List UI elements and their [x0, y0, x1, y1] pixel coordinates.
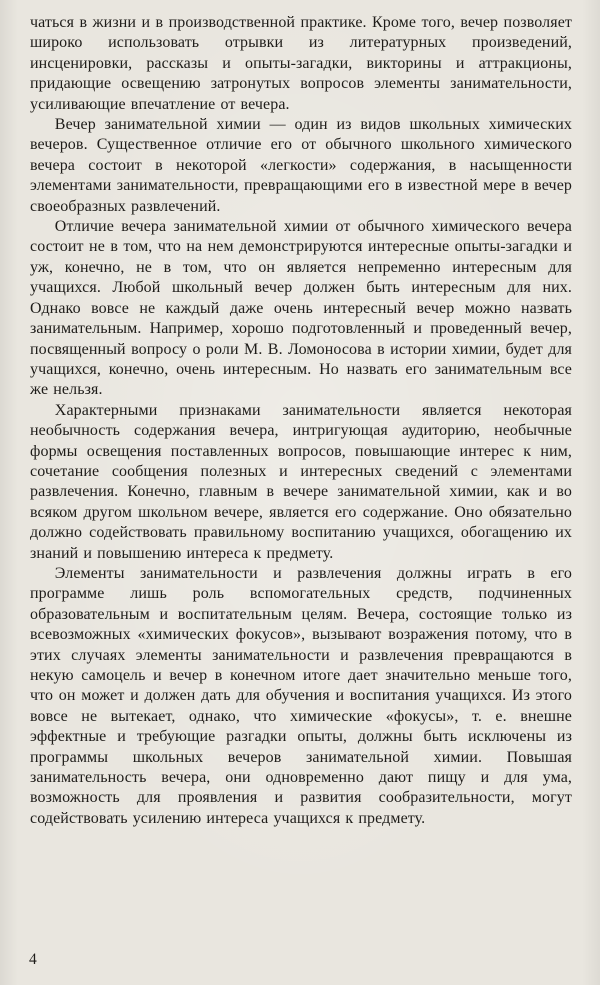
paragraph: Характерными признаками занимательности является некоторая необычность содержания вечера, интригующая аудиторию, необычные формы освещения поставленных вопросов, повышающие интерес к ним, сочетание сообщения полезных и интересных сведений с элементами развлечения. Конечно, главным в вечере занимательной химии, как и во всяком другом школьном вечере, является его содержание. Оно обязательно должно содействовать правильному воспитанию учащихся, обогащению их знаний и повышению интереса к предмету. [30, 401, 572, 562]
paragraph: чаться в жизни и в производственной практике. Кроме того, вечер позволяет широко использовать отрывки из литературных произведений, инсценировки, рассказы и опыты-загадки, викторины и аттракционы, придающие освещению затронутых вопросов элементы занимательности, усиливающие впечатление от вечера. [30, 14, 572, 113]
page-number: 4 [29, 951, 37, 968]
page-text-block [30, 13, 572, 829]
paragraph: Вечер занимательной химии — один из видов школьных химических вечеров. Существенное отличие его от обычного школьного химического вечера состоит в некоторой «легкости» содержания, в насыщенности элементами занимательности, превращающими его в известной мере в вечер своеобразных развлечений. [30, 116, 572, 215]
paragraph: Элементы занимательности и развлечения должны играть в его программе лишь роль вспомогательных средств, подчиненных образовательным и воспитательным целям. Вечера, состоящие только из всевозможных «химических фокусов», вызывают возражения потому, что в этих случаях элементы занимательности и развлечения превращаются в некую самоцель и вечер в конечном итоге дает значительно меньше того, что он может и должен дать для обучения и воспитания учащихся. Из этого вовсе не вытекает, однако, что химические «фокусы», т. е. внешне эффектные и требующие разгадки опыты, должны быть исключены из программы школьных вечеров занимательной химии. Повышая занимательность вечера, они одновременно дают пищу и для ума, возможность для проявления и развития сообразительности, могут содействовать усилению интереса учащихся к предмету. [30, 564, 572, 827]
paragraph: Отличие вечера занимательной химии от обычного химического вечера состоит не в том, что на нем демонстрируются интересные опыты-загадки и уж, конечно, не в том, что он является непременно интересным для учащихся. Любой школьный вечер должен быть интересным для них. Однако вовсе не каждый даже очень интересный вечер можно назвать занимательным. Например, хорошо подготовленный и проведенный вечер, посвященный вопросу о роли М. В. Ломоносова в истории химии, будет для учащихся, конечно, очень интересным. Но назвать его занимательным все же нельзя. [30, 218, 572, 399]
